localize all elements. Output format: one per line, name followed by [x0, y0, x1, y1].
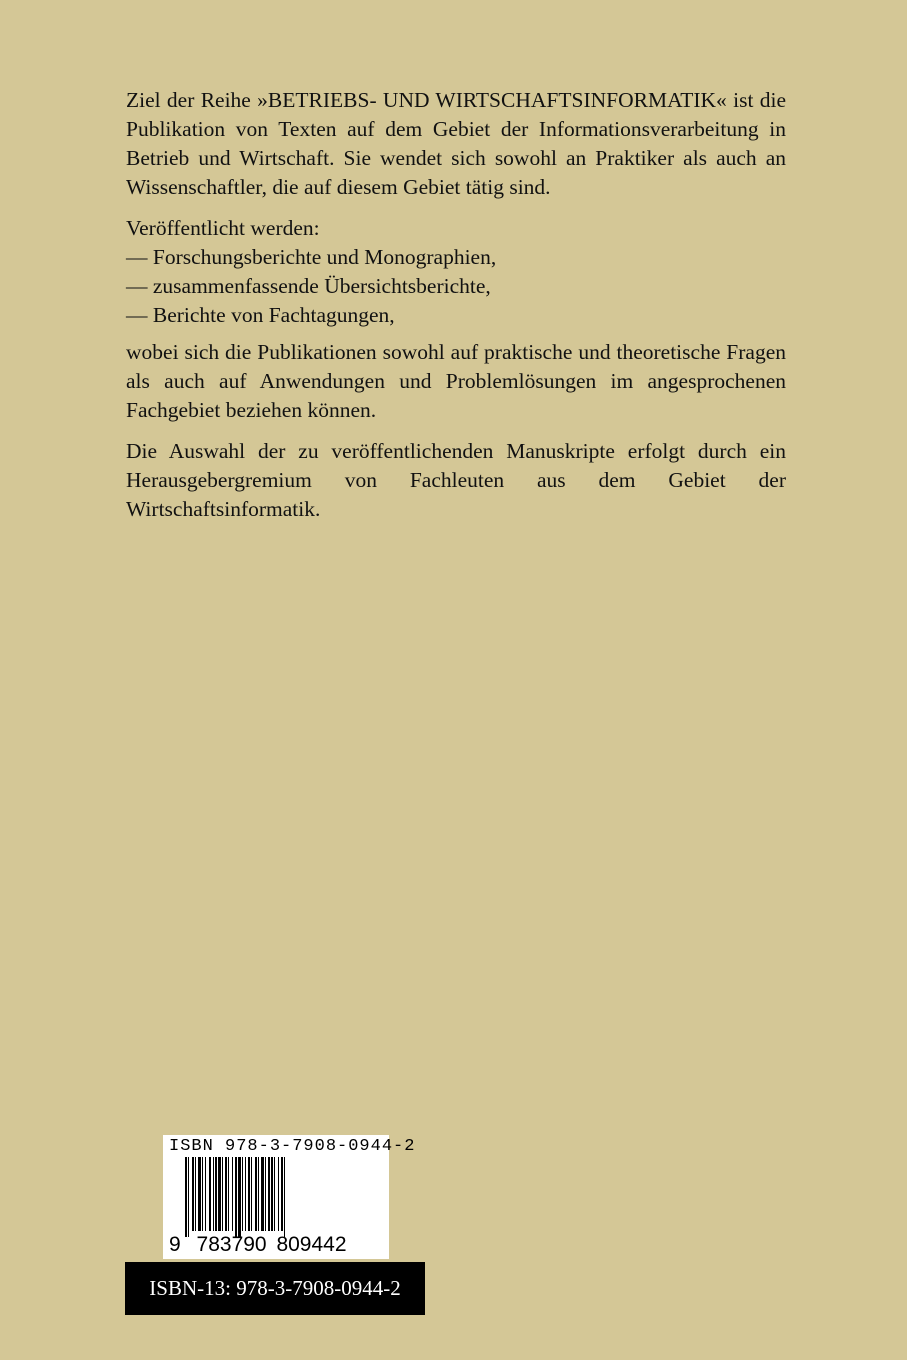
- barcode-isbn-text: ISBN 978-3-7908-0944-2: [169, 1137, 416, 1156]
- series-intro-paragraph: Ziel der Reihe »BETRIEBS- UND WIRTSCHAFTSINFORMATIK« ist die Publikation von Texten auf dem Gebiet der Informationsverarbeitung in Betrieb und Wirtschaft. Sie wendet sich sowohl an Praktiker als auch an Wissenschaftler, die auf diesem Gebiet tätig sind.: [126, 88, 786, 199]
- publication-types-list: [126, 243, 786, 330]
- barcode-digits-group-2: 809442: [276, 1233, 347, 1256]
- barcode-digits: [169, 1233, 347, 1257]
- isbn-barcode: [163, 1135, 416, 1259]
- published-heading: Veröffentlicht werden:: [126, 216, 320, 240]
- selection-paragraph: Die Auswahl der zu veröffentlichenden Manuskripte erfolgt durch ein Herausgebergremium von Fachleuten aus dem Gebiet der Wirtschaftsinformatik.: [126, 439, 786, 521]
- list-item: — Berichte von Fachtagungen,: [126, 303, 395, 327]
- barcode-bars: [163, 1157, 389, 1237]
- isbn13-label: ISBN-13: 978-3-7908-0944-2: [125, 1262, 425, 1315]
- barcode-digits-group-1: 783790: [196, 1233, 267, 1256]
- barcode-first-digit: 9: [169, 1233, 181, 1256]
- list-item: — zusammenfassende Übersichtsberichte,: [126, 274, 491, 298]
- back-cover-text: [126, 86, 786, 524]
- list-item: — Forschungsberichte und Monographien,: [126, 245, 497, 269]
- scope-paragraph: wobei sich die Publikationen sowohl auf praktische und theoretische Fragen als auch auf Anwendungen und Problemlösungen im angesprochenen Fachgebiet beziehen können.: [126, 340, 786, 422]
